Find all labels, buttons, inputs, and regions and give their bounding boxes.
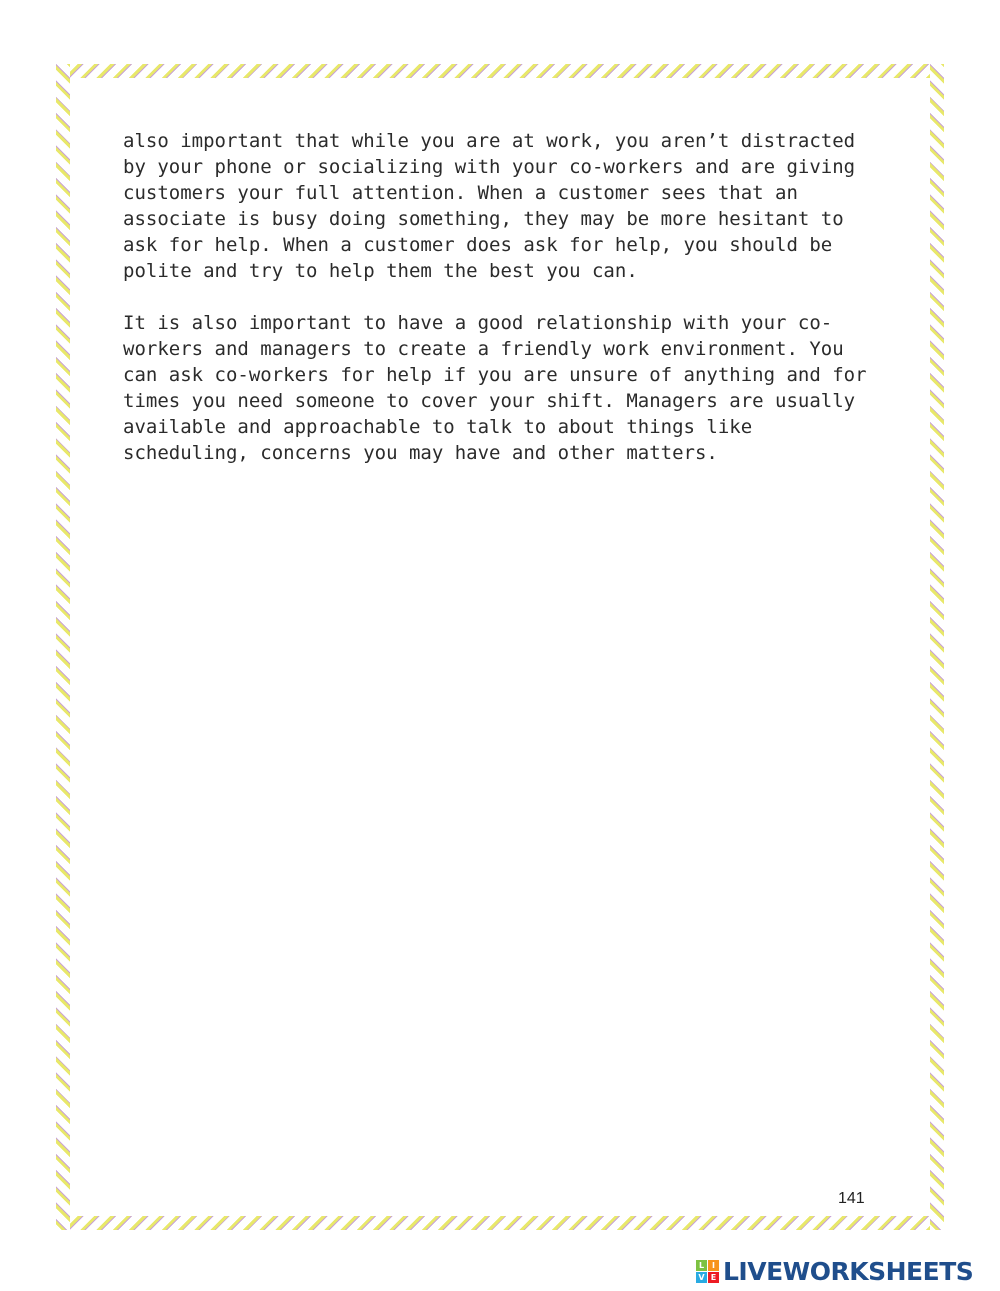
logo-letter-e: E [708,1272,719,1283]
liveworksheets-logo-icon [696,1260,719,1283]
paragraph-customer-attention: also important that while you are at work, you aren’t distracted by your phone or socializing with your co-workers and are giving customers your full attention. When a customer sees that an associate is busy doing something, they may be more hesitant to ask for help. When a customer does ask for help, you should be polite and try to help them the best you can. [123,130,856,282]
pencil-border-right [930,64,944,1230]
pencil-border-left [56,64,70,1230]
pencil-border-top [56,64,944,78]
logo-letter-v: V [696,1272,707,1283]
logo-letter-l: L [696,1260,707,1271]
logo-letter-i: I [708,1260,719,1271]
page-number: 141 [838,1190,865,1207]
pencil-border-bottom [56,1216,944,1230]
paragraph-coworker-relationship: It is also important to have a good relationship with your co- workers and managers to create a friendly work environment. You can ask co-workers for help if you are unsure of anything and for times you need someone to cover your shift. Managers are usually available and approachable to talk to about things like scheduling, concerns you may have and other matters. [123,312,867,464]
brand-name: LIVEWORKSHEETS [723,1256,974,1286]
document-body [123,128,868,492]
liveworksheets-brand[interactable] [696,1254,973,1288]
